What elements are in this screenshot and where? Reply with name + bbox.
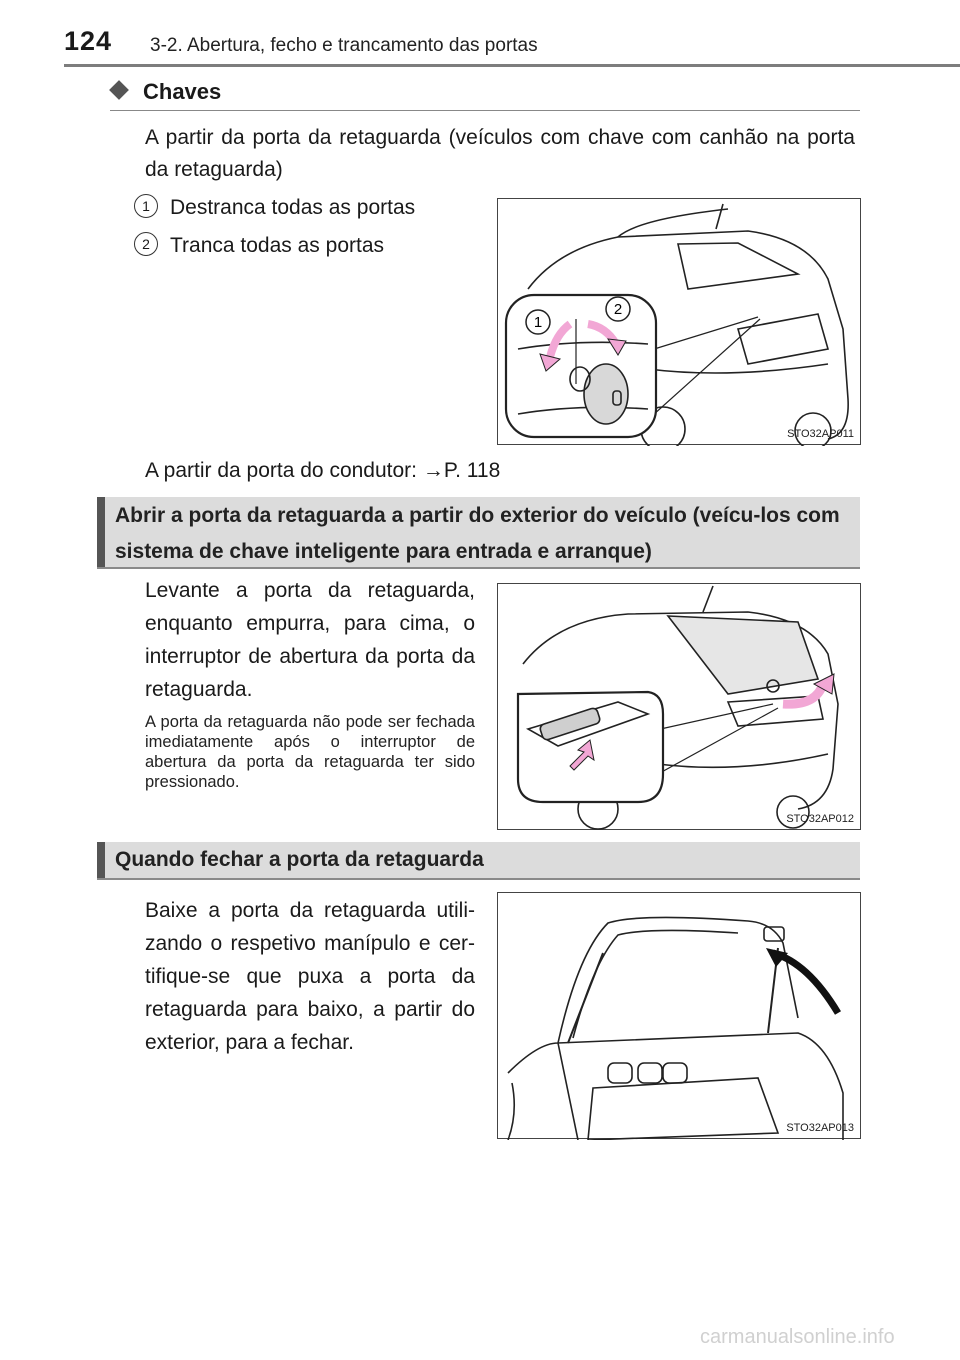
close-section-heading xyxy=(97,842,860,880)
callout-1: 1 xyxy=(533,314,543,331)
open-section-heading xyxy=(97,497,860,569)
close-section-heading-text: Quando fechar a porta da retaguarda xyxy=(115,848,484,871)
figure-code: STO32AP013 xyxy=(786,1122,854,1134)
watermark: carmanualsonline.info xyxy=(700,1326,895,1348)
figure-code: STO32AP012 xyxy=(786,813,854,825)
close-instructions: Baixe a porta da retaguarda utili-zando o respetivo manípulo e cer-tifique-se que puxa a porta da retaguarda para baixo, a partir do exterior, para a fechar. xyxy=(145,899,475,1054)
callout-2: 2 xyxy=(613,301,623,318)
page-number: 124 xyxy=(64,26,113,56)
step-1-text: Destranca todas as portas xyxy=(170,196,416,219)
close-handle-illustration xyxy=(498,893,862,1140)
chapter-title: 3-2. Abertura, fecho e trancamento das portas xyxy=(150,35,538,56)
diamond-bullet-icon xyxy=(109,80,129,100)
figure-code: STO32AP011 xyxy=(787,428,854,440)
step-2-number: 2 xyxy=(134,232,158,256)
keyhole-illustration xyxy=(498,199,862,446)
open-switch-illustration xyxy=(498,584,862,831)
keys-heading-text: Chaves xyxy=(143,79,222,104)
step-2-text: Tranca todas as portas xyxy=(170,234,384,257)
keyhole-figure xyxy=(497,198,861,445)
close-handle-figure xyxy=(497,892,861,1139)
keys-heading xyxy=(110,78,860,111)
lift-arrow xyxy=(783,684,823,704)
header-divider xyxy=(64,64,960,67)
open-note: A porta da retaguarda não pode ser fechada imediatamente após o interruptor de abertura da porta da retaguarda ter sido pressionado. xyxy=(145,713,475,791)
open-section-heading-text: Abrir a porta da retaguarda a partir do exterior do veículo (veícu-los com sistema de chave inteligente para entrada e arranque) xyxy=(115,504,840,563)
handle-pointer-arrow xyxy=(773,953,838,1013)
step-1-number: 1 xyxy=(134,194,158,218)
keys-intro: A partir da porta da retaguarda (veículos com chave com canhão na porta da retaguarda) xyxy=(145,126,855,181)
driver-door-reference: A partir da porta do condutor: →P. 118 xyxy=(145,459,501,482)
open-switch-figure xyxy=(497,583,861,830)
open-instructions: Levante a porta da retaguarda, enquanto empurra, para cima, o interruptor de abertura da porta da retaguarda. xyxy=(145,579,475,701)
